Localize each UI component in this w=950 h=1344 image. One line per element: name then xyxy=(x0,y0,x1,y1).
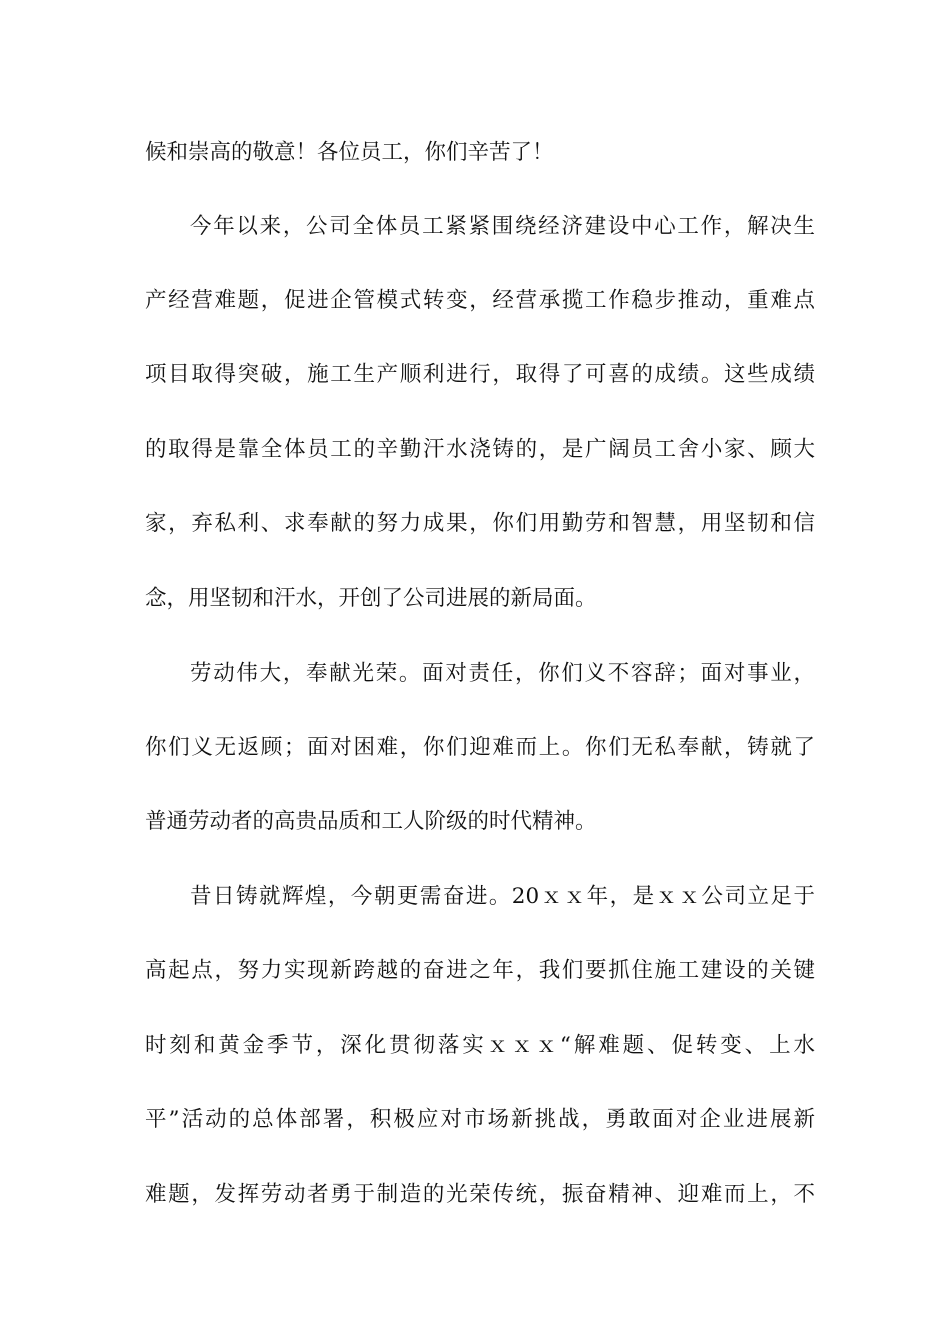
text-line-4: 项目取得突破，施工生产顺利进行，取得了可喜的成绩。这些成绩 xyxy=(145,362,815,387)
text-line-11: 昔日铸就辉煌，今朝更需奋进。20ｘｘ年，是ｘｘ公司立足于 xyxy=(190,884,815,909)
text-line-5: 的取得是靠全体员工的辛勤汗水浇铸的，是广阔员工舍小家、顾大 xyxy=(145,437,815,462)
text-line-7: 念，用坚韧和汗水，开创了公司进展的新局面。 xyxy=(145,586,597,611)
text-line-8: 劳动伟大，奉献光荣。面对责任，你们义不容辞；面对事业， xyxy=(190,661,815,686)
text-line-3: 产经营难题，促进企管模式转变，经营承揽工作稳步推动，重难点 xyxy=(145,288,815,313)
text-line-14: 平”活动的总体部署，积极应对市场新挑战，勇敢面对企业进展新 xyxy=(145,1107,815,1132)
text-line-12: 高起点，努力实现新跨越的奋进之年，我们要抓住施工建设的关键 xyxy=(145,958,815,983)
text-line-9: 你们义无返顾；面对困难，你们迎难而上。你们无私奉献，铸就了 xyxy=(145,735,815,760)
text-line-10: 普通劳动者的高贵品质和工人阶级的时代精神。 xyxy=(145,809,597,834)
text-line-15: 难题，发挥劳动者勇于制造的光荣传统，振奋精神、迎难而上，不 xyxy=(145,1182,815,1207)
text-line-6: 家，弃私利、求奉献的努力成果，你们用勤劳和智慧，用坚韧和信 xyxy=(145,511,815,536)
text-line-13: 时刻和黄金季节，深化贯彻落实ｘｘｘ“解难题、促转变、上水 xyxy=(145,1033,815,1058)
text-line-2: 今年以来，公司全体员工紧紧围绕经济建设中心工作，解决生 xyxy=(190,214,815,239)
text-line-1: 候和崇高的敬意！各位员工，你们辛苦了！ xyxy=(145,140,554,165)
